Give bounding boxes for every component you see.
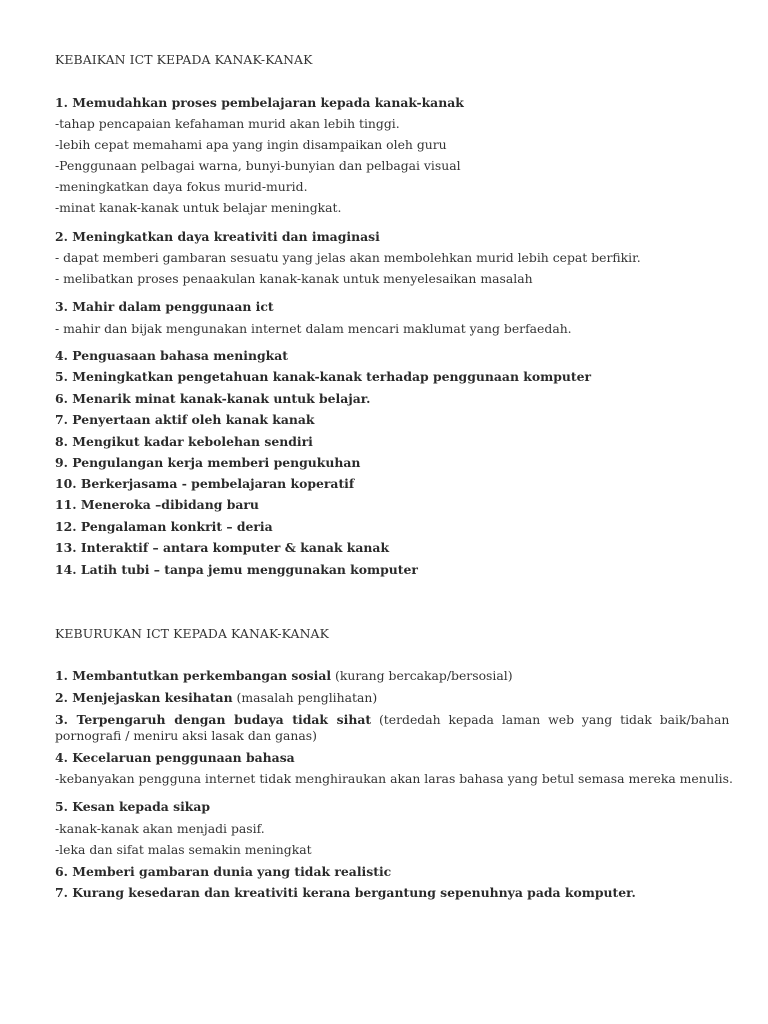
item-row-2: [55, 690, 715, 706]
item-heading-6: 6. Memberi gambaran dunia yang tidak realistic: [55, 864, 392, 879]
section-title-keburukan: KEBURUKAN ICT KEPADA KANAK-KANAK: [55, 626, 329, 641]
list-item: 8. Mengikut kadar kebolehan sendiri: [55, 434, 313, 449]
item-row-3: [55, 712, 730, 728]
bullet-point: -leka dan sifat malas semakin meningkat: [55, 842, 312, 857]
item-heading-2: 2. Meningkatkan daya kreativiti dan imaginasi: [55, 229, 380, 244]
item-note: (masalah penglihatan): [232, 690, 378, 705]
item-heading-7: 7. Kurang kesedaran dan kreativiti kerana bergantung sepenuhnya pada komputer.: [55, 885, 636, 900]
item-heading-5: 5. Kesan kepada sikap: [55, 799, 211, 814]
bullet-point: -tahap pencapaian kefahaman murid akan lebih tinggi.: [55, 116, 400, 131]
item-heading-3: 3. Mahir dalam penggunaan ict: [55, 299, 274, 314]
bullet-point: -meningkatkan daya fokus murid-murid.: [55, 179, 308, 194]
item-heading: 1. Membantutkan perkembangan sosial: [55, 668, 332, 683]
bullet-point: - dapat memberi gambaran sesuatu yang jelas akan membolehkan murid lebih cepat berfikir.: [55, 250, 641, 265]
item-heading-4: 4. Kecelaruan penggunaan bahasa: [55, 750, 295, 765]
bullet-point: - mahir dan bijak mengunakan internet dalam mencari maklumat yang berfaedah.: [55, 321, 572, 336]
item-heading: 2. Menjejaskan kesihatan: [55, 690, 233, 705]
list-item: 13. Interaktif – antara komputer & kanak kanak: [55, 540, 390, 555]
item-note: (terdedah kepada laman web yang tidak baik/bahan: [371, 712, 730, 727]
bullet-point: -lebih cepat memahami apa yang ingin disampaikan oleh guru: [55, 137, 447, 152]
bullet-point: -kanak-kanak akan menjadi pasif.: [55, 821, 265, 836]
item-heading: 3. Terpengaruh dengan budaya tidak sihat: [55, 712, 372, 727]
list-item: 14. Latih tubi – tanpa jemu menggunakan komputer: [55, 562, 418, 577]
list-item: 12. Pengalaman konkrit – deria: [55, 519, 273, 534]
bullet-point: -kebanyakan pengguna internet tidak menghiraukan akan laras bahasa yang betul semasa mereka menulis.: [55, 771, 733, 786]
list-item: 6. Menarik minat kanak-kanak untuk belajar.: [55, 391, 371, 406]
list-item: 11. Meneroka –dibidang baru: [55, 497, 259, 512]
bullet-point: -minat kanak-kanak untuk belajar meningkat.: [55, 200, 342, 215]
section-title-kebaikan: KEBAIKAN ICT KEPADA KANAK-KANAK: [55, 52, 313, 67]
list-item: 10. Berkerjasama - pembelajaran koperatif: [55, 476, 355, 491]
bullet-point: - melibatkan proses penaakulan kanak-kanak untuk menyelesaikan masalah: [55, 271, 533, 286]
list-item: 9. Pengulangan kerja memberi pengukuhan: [55, 455, 361, 470]
list-item: 4. Penguasaan bahasa meningkat: [55, 348, 288, 363]
item-note: (kurang bercakap/bersosial): [331, 668, 513, 683]
item-row-1: [55, 668, 715, 684]
item-heading-1: 1. Memudahkan proses pembelajaran kepada kanak-kanak: [55, 95, 464, 110]
item-note-continued: pornografi / meniru aksi lasak dan ganas): [55, 728, 317, 743]
bullet-point: -Penggunaan pelbagai warna, bunyi-bunyian dan pelbagai visual: [55, 158, 461, 173]
list-item: 7. Penyertaan aktif oleh kanak kanak: [55, 412, 315, 427]
list-item: 5. Meningkatkan pengetahuan kanak-kanak terhadap penggunaan komputer: [55, 369, 592, 384]
